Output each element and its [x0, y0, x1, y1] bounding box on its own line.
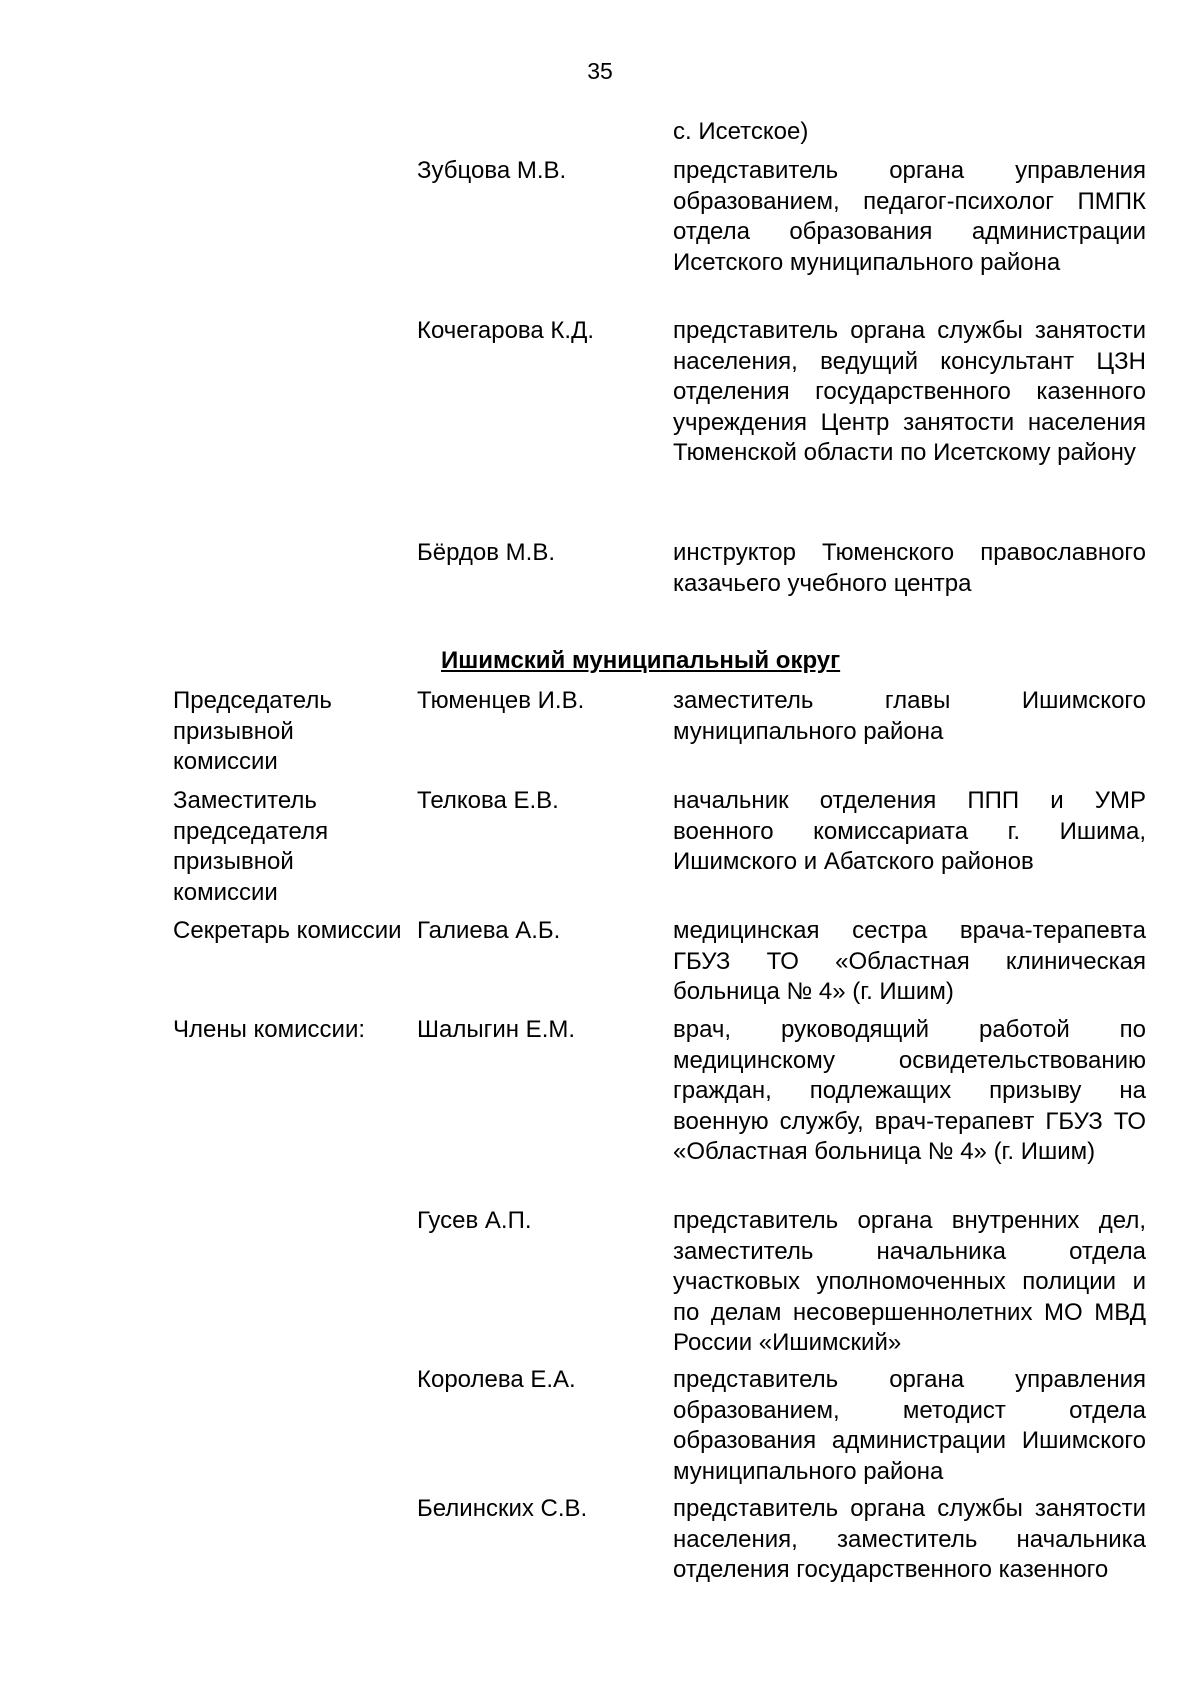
- role-label: Председатель призывной комиссии: [173, 687, 332, 776]
- member-description: представитель органа управления образованием, методист отдела образования администрации Ишимского муниципального района: [673, 1366, 1146, 1485]
- member-description: инструктор Тюменского православного казачьего учебного центра: [673, 539, 1146, 597]
- member-description: представитель органа внутренних дел, заместитель начальника отдела участковых уполномоченных полиции и по делам несовершеннолетних МО МВД России «Ишимский»: [673, 1207, 1146, 1357]
- member-name: Белинских С.В.: [417, 1495, 588, 1522]
- member-name: Шалыгин Е.М.: [417, 1016, 576, 1043]
- member-description: представитель органа управления образованием, педагог-психолог ПМПК отдела образования администрации Исетского муниципального района: [673, 157, 1146, 276]
- role-label: Заместитель председателя призывной комиссии: [173, 787, 329, 906]
- member-name: Гусев А.П.: [417, 1207, 532, 1234]
- member-name: Кочегарова К.Д.: [417, 317, 594, 344]
- member-description: заместитель главы Ишимского муниципального района: [673, 687, 1146, 745]
- member-description: врач, руководящий работой по медицинскому освидетельствованию граждан, подлежащих призыву на военную службу, врач-терапевт ГБУЗ ТО «Областная больница № 4» (г. Ишим): [673, 1016, 1146, 1166]
- page-number: 35: [587, 58, 613, 84]
- continuation-text: с. Исетское): [673, 118, 809, 145]
- member-name: Королева Е.А.: [417, 1366, 576, 1393]
- member-description: медицинская сестра врача-терапевта ГБУЗ ТО «Областная клиническая больница № 4» (г. Ишим): [673, 917, 1146, 1006]
- member-name: Телкова Е.В.: [417, 787, 559, 814]
- section-heading: Ишимский муниципальный округ: [441, 647, 841, 674]
- member-name: Бёрдов М.В.: [417, 539, 555, 566]
- role-label: Члены комиссии:: [173, 1016, 366, 1043]
- member-description: представитель органа службы занятости населения, ведущий консультант ЦЗН отделения государственного казенного учреждения Центр занятости населения Тюменской области по Исетскому району: [673, 317, 1146, 467]
- member-description: начальник отделения ППП и УМР военного комиссариата г. Ишима, Ишимского и Абатского районов: [673, 787, 1146, 876]
- member-name: Тюменцев И.В.: [417, 687, 585, 714]
- member-name: Зубцова М.В.: [417, 157, 567, 184]
- member-name: Галиева А.Б.: [417, 917, 561, 944]
- role-label: Секретарь комиссии: [173, 917, 402, 944]
- member-description: представитель органа службы занятости населения, заместитель начальника отделения государственного казенного: [673, 1495, 1146, 1584]
